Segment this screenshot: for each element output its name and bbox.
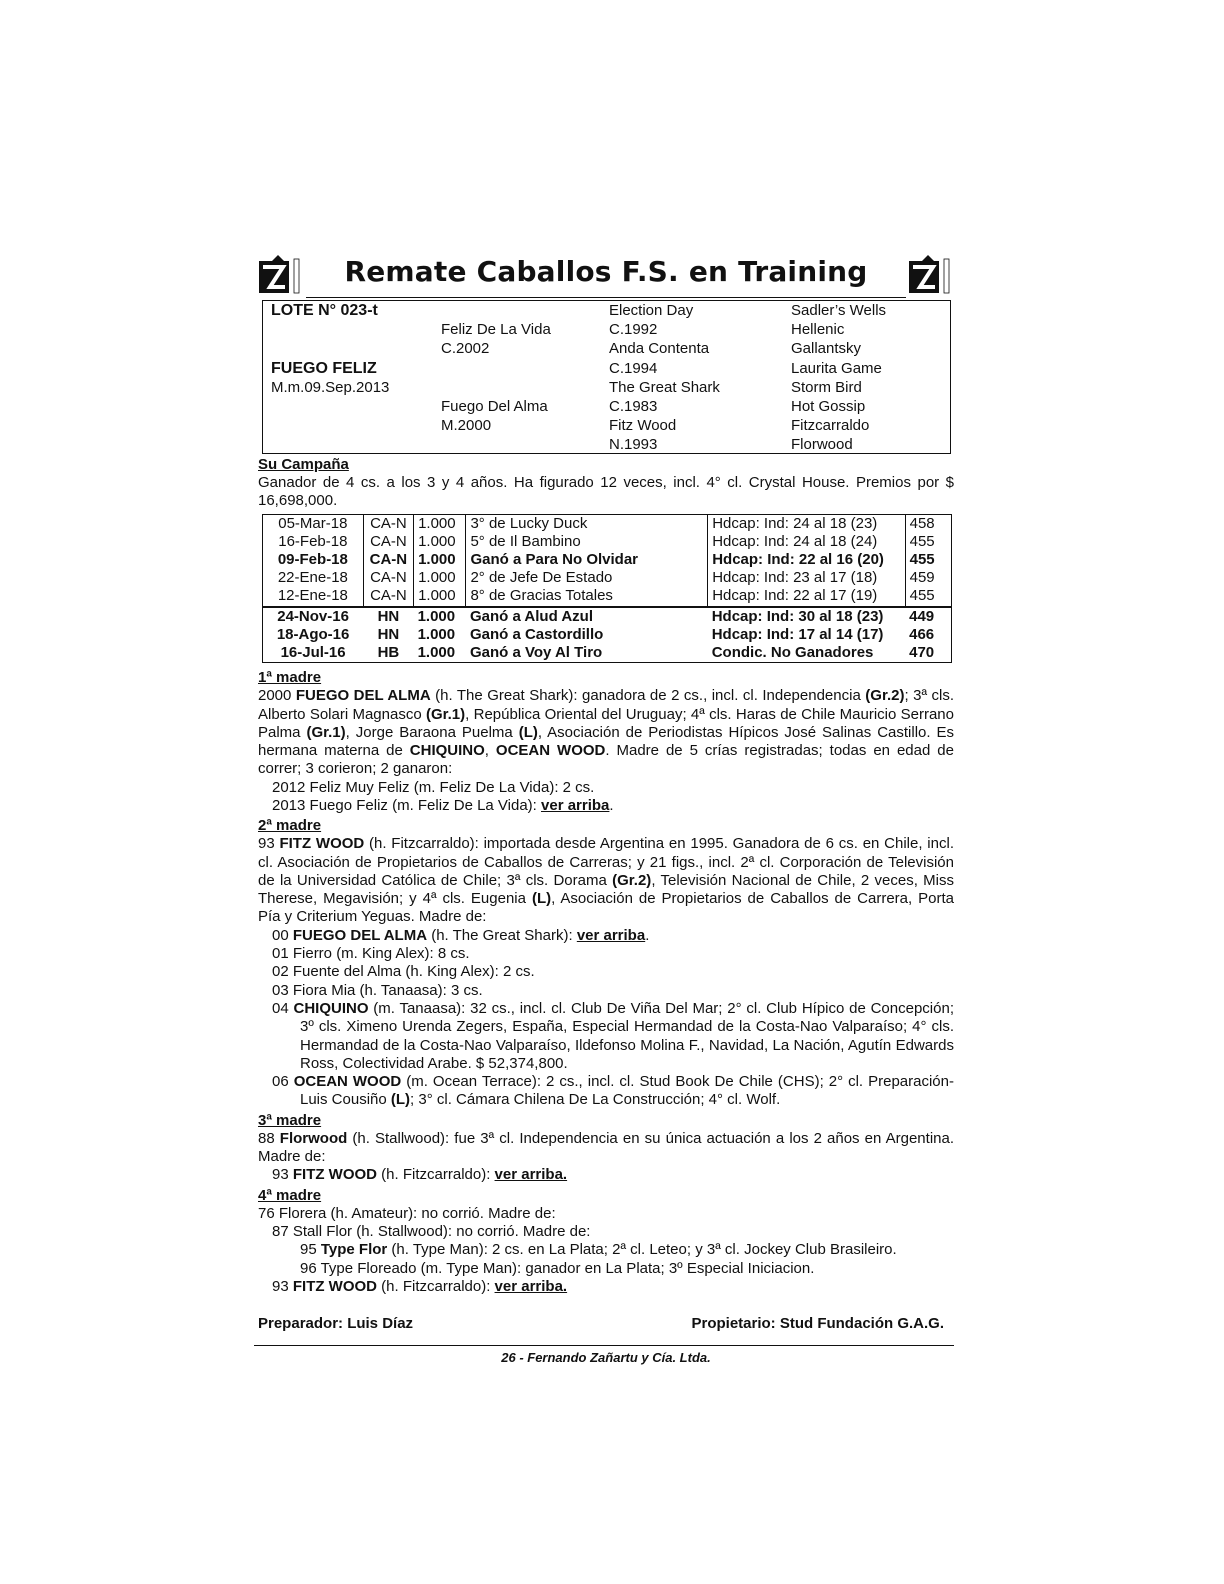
madre4-offspring: 87 Stall Flor (h. Stallwood): no corrió. Madre de: (272, 1222, 591, 1240)
grandparent-cell: N.1993 (609, 436, 658, 454)
madre1-offspring: 2012 Feliz Muy Feliz (m. Feliz De La Vida): 2 cs. (272, 778, 595, 796)
pedigree-parents-column (441, 301, 551, 435)
race-cond: Hdcap: Ind: 23 al 17 (18) (708, 569, 905, 587)
race-date: 24-Nov-16 (263, 607, 364, 626)
great-grandparent-cell: Fitzcarraldo (791, 417, 870, 435)
race-date: 18-Ago-16 (276, 625, 350, 643)
madre2-offspring: 06 OCEAN WOOD (m. Ocean Terrace): 2 cs., incl. cl. Stud Book De Chile (CHS); 2° cl. Preparación-Luis Cousiño (L); 3° cl. Cámara Chilena De La Construcción; 4° cl. Wolf. (272, 1073, 954, 1109)
race-row (263, 644, 952, 663)
madre2-offspring: 04 CHIQUINO (m. Tanaasa): 32 cs., incl. cl. Club De Viña Del Mar; 2° cl. Club Hípico de Concepción; 3º cls. Ximeno Urenda Zegers, España, Especial Hermandad de la Costa-Nao Valparaíso; 4° cls. Hermandad de la Costa-Nao Valparaíso, Ildefonso Molina F., Navidad, La Nación, Agutín Edwards Ross, Colectividad Arabe. $ 52,374,800. (272, 999, 954, 1072)
race-dist: 1.000 (414, 551, 466, 569)
race-wt: 449 (905, 607, 951, 626)
race-date: 12-Ene-18 (277, 587, 348, 605)
horse-info: M.m.09.Sep.2013 (271, 378, 390, 396)
race-row (263, 626, 952, 644)
great-grandparent-cell: Storm Bird (791, 378, 862, 396)
race-track: HN (363, 607, 413, 626)
race-cond: Hdcap: Ind: 22 al 17 (19) (708, 587, 905, 606)
madre2-offspring: 00 FUEGO DEL ALMA (h. The Great Shark): ver arriba. (272, 926, 650, 944)
sire-name: Feliz De La Vida (441, 321, 551, 339)
propietario-label: Propietario: Stud Fundación G.A.G. (691, 1315, 944, 1333)
madre2-offspring: 02 Fuente del Alma (h. King Alex): 2 cs. (272, 963, 535, 981)
race-result: Ganó a Alud Azul (466, 607, 708, 626)
race-result: 8° de Gracias Totales (466, 587, 708, 606)
race-row (263, 533, 952, 551)
page-number: 26 - Fernando Zañartu y Cía. Ltda. (501, 1350, 711, 1366)
race-result: 3° de Lucky Duck (466, 514, 708, 533)
madre3-heading: 3ª madre (258, 1111, 322, 1129)
race-track: CA-N (363, 551, 413, 569)
race-dist: 1.000 (414, 533, 466, 551)
grandparent-cell: C.1983 (609, 397, 658, 415)
grandparent-cell: Anda Contenta (609, 340, 710, 358)
madre1-offspring: 2013 Fuego Feliz (m. Feliz De La Vida): ver arriba. (272, 797, 614, 814)
lote-number: LOTE N° 023-t (271, 302, 378, 319)
race-dist: 1.000 (414, 514, 466, 533)
race-cond: Hdcap: Ind: 30 al 18 (23) (708, 607, 905, 626)
grandparent-cell: The Great Shark (609, 378, 720, 396)
madre4-offspring: 96 Type Floreado (m. Type Man): ganador en La Plata; 3º Especial Iniciacion. (300, 1259, 815, 1277)
race-result: 5° de Il Bambino (466, 533, 708, 551)
race-dist: 1.000 (417, 644, 456, 662)
horse-name: FUEGO FELIZ (271, 359, 377, 377)
pedigree-grandparents-column (609, 301, 720, 455)
footer-rule (254, 1345, 954, 1346)
madre3-text: 88 Florwood (h. Stallwood): fue 3ª cl. Independencia en su única actuación a los 2 años en Argentina. Madre de: (258, 1129, 954, 1166)
pedigree-box (262, 300, 951, 454)
race-wt: 455 (905, 587, 951, 606)
race-dist: 1.000 (417, 625, 456, 643)
race-result: Ganó a Voy Al Tiro (469, 644, 603, 662)
argentina-races (263, 607, 952, 663)
race-track: HN (377, 625, 400, 643)
race-date: 09-Feb-18 (277, 551, 348, 568)
campaign-table (262, 514, 952, 664)
race-dist: 1.000 (414, 587, 466, 606)
madre1-text: 2000 FUEGO DEL ALMA (h. The Great Shark): ganadora de 2 cs., incl. cl. Independencia (Gr.2); 3ª cls. Alberto Solari Magnasco (Gr.1), República Oriental del Uruguay; 4ª cls. Haras de Chile Mauricio Serrano Palma (Gr.1), Jorge Baraona Puelma (L), Asociación de Periodistas Hípicos José Salinas Castillo. Es hermana materna de CHIQUINO, OCEAN WOOD. Madre de 5 crías registradas; todas en edad de correr; 3 corieron; 2 ganaron: (258, 687, 954, 778)
page-title: Remate Caballos F.S. en Training (344, 255, 868, 288)
race-cond: Hdcap: Ind: 17 al 14 (17) (711, 625, 884, 643)
madre4-heading: 4ª madre (258, 1186, 322, 1204)
race-track: CA-N (363, 587, 413, 606)
race-date: 16-Feb-18 (278, 532, 348, 550)
race-track: CA-N (363, 514, 413, 533)
madre1-heading: 1ª madre (258, 669, 322, 687)
madre2-text: 93 FITZ WOOD (h. Fitzcarraldo): importada desde Argentina en 1995. Ganadora de 6 cs. en Chile, incl. cl. Asociación de Propietarios de Caballos de Carreras; y 21 figs., incl. 2ª cl. Corporación de Televisión de la Universidad Católica de Chile; 3ª cls. Dorama (Gr.2), Televisión Nacional de Chile, 2 veces, Miss Therese, Megavisión; y 4ª cls. Eugenia (L), Asociación de Propietarios de Caballos de Carrera, Porta Pía y Criterium Yeguas. Madre de: (258, 835, 955, 926)
great-grandparent-cell: Hellenic (791, 321, 845, 339)
chile-races (263, 514, 952, 607)
great-grandparent-cell: Laurita Game (791, 359, 882, 377)
race-cond: Hdcap: Ind: 22 al 16 (20) (708, 551, 905, 569)
race-track: HB (377, 644, 400, 662)
race-cond: Condic. No Ganadores (711, 644, 874, 662)
race-result: Ganó a Para No Olvidar (466, 551, 708, 569)
madre4-offspring: 93 FITZ WOOD (h. Fitzcarraldo): ver arriba. (272, 1277, 568, 1295)
race-result: Ganó a Castordillo (469, 625, 604, 643)
madre2-offspring: 03 Fiora Mia (h. Tanaasa): 3 cs. (272, 981, 483, 999)
grandparent-cell: Election Day (609, 302, 694, 319)
race-date: 22-Ene-18 (277, 569, 348, 587)
madre4-text: 76 Florera (h. Amateur): no corrió. Madre de: (258, 1204, 556, 1222)
race-row (263, 607, 952, 626)
madre2-offspring: 01 Fierro (m. King Alex): 8 cs. (272, 945, 470, 963)
fz-logo-icon (908, 255, 954, 295)
race-wt: 466 (909, 625, 935, 643)
preparador-label: Preparador: Luis Díaz (258, 1315, 414, 1333)
race-dist: 1.000 (414, 607, 466, 626)
madre3-offspring: 93 FITZ WOOD (h. Fitzcarraldo): ver arriba. (272, 1166, 568, 1184)
race-cond: Hdcap: Ind: 24 al 18 (23) (708, 514, 905, 533)
page-header (258, 250, 954, 300)
race-wt: 458 (905, 514, 951, 533)
great-grandparent-cell: Hot Gossip (791, 397, 866, 415)
race-dist: 1.000 (414, 569, 466, 587)
campaign-summary: Ganador de 4 cs. a los 3 y 4 años. Ha figurado 12 veces, incl. 4° cl. Crystal House. Premios por $ 16,698,000. (258, 474, 954, 510)
race-row (263, 569, 952, 587)
pedigree-horse-column (271, 301, 389, 397)
pedigree-great-grandparents-column (791, 301, 886, 455)
race-row (263, 587, 952, 606)
race-row (263, 551, 952, 569)
race-track: CA-N (363, 569, 413, 587)
race-wt: 455 (905, 551, 951, 569)
race-result: 2° de Jefe De Estado (466, 569, 708, 587)
grandparent-cell: C.1992 (609, 321, 658, 339)
race-wt: 459 (905, 569, 951, 587)
header-rule (306, 297, 906, 298)
race-date: 05-Mar-18 (278, 514, 348, 532)
dam-info: M.2000 (441, 417, 492, 435)
race-row (263, 514, 952, 533)
dam-name: Fuego Del Alma (441, 397, 548, 415)
grandparent-cell: C.1994 (609, 359, 658, 377)
race-wt: 455 (905, 533, 951, 551)
campaign-heading: Su Campaña (258, 456, 349, 473)
sire-info: C.2002 (441, 340, 490, 358)
race-wt: 470 (909, 644, 935, 662)
great-grandparent-cell: Florwood (791, 436, 853, 454)
great-grandparent-cell: Gallantsky (791, 340, 862, 358)
catalog-page (258, 250, 954, 1365)
race-date: 16-Jul-16 (280, 644, 346, 662)
grandparent-cell: Fitz Wood (609, 417, 677, 435)
race-cond: Hdcap: Ind: 24 al 18 (24) (708, 533, 905, 551)
madre2-heading: 2ª madre (258, 817, 322, 835)
madre4-offspring: 95 Type Flor (h. Type Man): 2 cs. en La Plata; 2ª cl. Leteo; y 3ª cl. Jockey Club Brasileiro. (300, 1241, 897, 1259)
great-grandparent-cell: Sadler’s Wells (791, 302, 887, 319)
race-track: CA-N (363, 533, 413, 551)
footer-credits (258, 1314, 954, 1334)
